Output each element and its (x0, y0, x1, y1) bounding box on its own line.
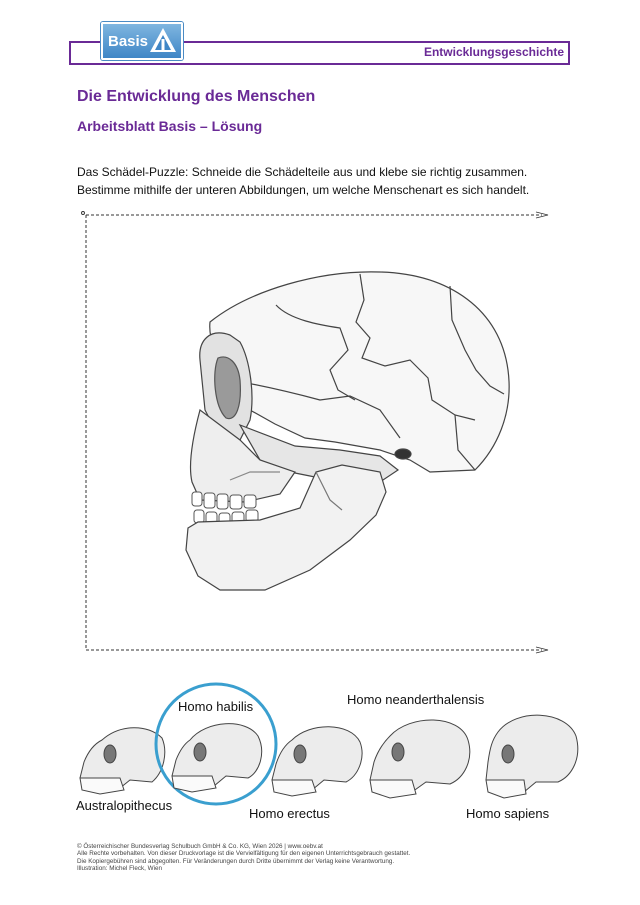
homo-erectus-skull-icon (272, 727, 362, 796)
homo-habilis-skull-icon (172, 724, 262, 792)
logo-text: Basis (108, 33, 149, 50)
instruction-line-2: Bestimme mithilfe der unteren Abbildungen, um welche Menschenart es sich handelt. (77, 183, 530, 197)
homo-neanderthalensis-skull-icon (370, 720, 470, 798)
homo-sapiens-skull-icon (486, 715, 578, 798)
page-subtitle: Arbeitsblatt Basis – Lösung (77, 118, 263, 134)
footer-line: © Österreichischer Bundesverlag Schulbuch GmbH & Co. KG, Wien 2026 | www.oebv.at (77, 843, 323, 850)
australopithecus-skull-icon (80, 728, 165, 794)
copyright-footer (77, 843, 410, 873)
label-homo-sapiens: Homo sapiens (466, 806, 550, 821)
skull-puzzle-illustration (80, 210, 552, 658)
header-topic: Entwicklungsgeschichte (423, 45, 564, 59)
basis-logo (101, 22, 183, 60)
footer-line: Alle Rechte vorbehalten. Von dieser Druckvorlage ist die Vervielfältigung für den eigenen Unterrichtsgebrauch gestattet. (77, 850, 411, 858)
label-homo-erectus: Homo erectus (249, 806, 330, 821)
instruction-line-1: Das Schädel-Puzzle: Schneide die Schädelteile aus und klebe sie richtig zusammen. (77, 165, 528, 179)
page-title: Die Entwicklung des Menschen (77, 88, 316, 105)
skull-drawing (186, 272, 509, 590)
label-homo-neanderthalensis: Homo neanderthalensis (347, 692, 485, 707)
footer-line: Illustration: Michel Fleck, Wien (77, 865, 163, 873)
label-homo-habilis: Homo habilis (178, 699, 254, 714)
triangle-logo-icon (149, 27, 177, 53)
label-australopithecus: Australopithecus (76, 798, 173, 813)
footer-line: Die Kopiergebühren sind abgegolten. Für Veränderungen durch Dritte übernimmt der Verlag keine Verantwortung. (77, 857, 395, 865)
